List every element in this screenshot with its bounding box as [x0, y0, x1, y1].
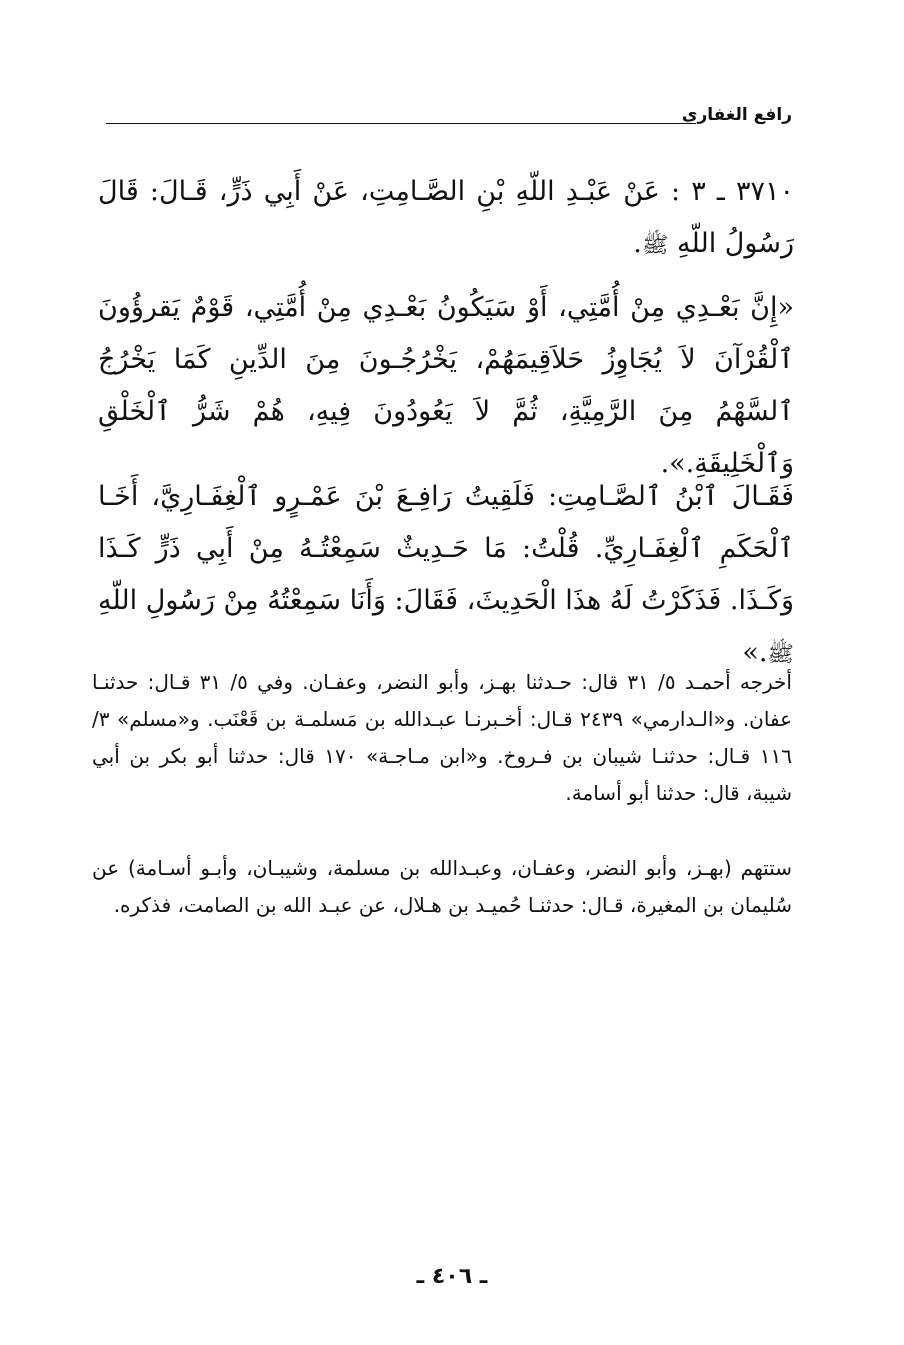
story-salla-glyph: ﷺ: [767, 642, 794, 667]
note-sanad: [92, 850, 792, 924]
story-text: فَقَـالَ ٱبْنُ ٱلصَّـامِتِ: فَلَقِيتُ رَافِـعَ بْنَ عَمْـرٍو ٱلْغِفَـارِيَّ، أَخَـا ٱلْحَكَمِ ٱلْغِفَـارِيِّ. قُلْتُ: مَا حَـدِيثٌ سَمِعْتُـهُ مِنْ أَبِي ذَرٍّ كَـذَا وَكَـذَا. فَذَكَرْتُ لَهُ هذَا الْحَدِيثَ، فَقَالَ: وَأَنَا سَمِعْتُهُ مِنْ رَسُولِ اللّهِ: [98, 481, 794, 616]
intro-end: .: [633, 228, 642, 259]
hadith-intro: [98, 166, 794, 272]
salla-glyph: ﷺ: [641, 233, 669, 258]
hadith-matn: [98, 282, 794, 490]
story-end: .»: [742, 637, 768, 668]
matn-text: «إِنَّ بَعْـدِي مِنْ أُمَّتِي، أَوْ سَيَكُونُ بَعْـدِي مِنْ أُمَّتِي، قَوْمٌ يَقرؤُونَ ٱلْقُرْآنَ لاَ يُجَاوِزُ حَلاَقِيمَهُمْ، يَخْرُجُـونَ مِنَ الدِّينِ كَمَا يَخْرُجُ ٱلسَّهْمُ مِنَ الرَّمِيَّةِ، ثُمَّ لاَ يَعُودُونَ فِيهِ، هُمْ شَرُّ ٱلْخَلْقِ وَٱلْخَلِيقَةِ.».: [98, 292, 794, 479]
note-takhrij: [92, 664, 792, 812]
hadith-chain: : عَنْ عَبْـدِ اللّهِ بْنِ الصَّـامِتِ، عَنْ أَبِي ذَرٍّ، قَـالَ: قَالَ رَسُولُ اللّهِ: [98, 176, 794, 259]
sanad-text: ستتهم (بهـز، وأبو النضر، وعفـان، وعبـدالله بن مسلمة، وشيبـان، وأبـو أسـامة) عن سُليمان بن المغيرة، قـال: حدثنـا حُميـد بن هـلال، عن عبـد الله بن الصامت، فذكره.: [92, 856, 792, 917]
takhrij-text: أخرجه أحمـد ٥/ ٣١ قال: حـدثنا بهـز، وأبو النضر، وعفـان. وفي ٥/ ٣١ قـال: حدثنـا عفان. و«الـدارمي» ٢٤٣٩ قـال: أخـبرنـا عبـدالله بن مَسلمـة بن قَعْنَب. و«مسلم» ٣/ ١١٦ قـال: حدثنـا شيبان بن فـروخ. و«ابن مـاجـة» ١٧٠ قال: حدثنا أبو بكر بن أبي شيبة، قال: حدثنا أبو أسامة.: [92, 670, 793, 805]
page-number: ـ ٤٠٦ ـ: [416, 1264, 488, 1289]
hadith-story: [98, 471, 794, 681]
running-header: [106, 104, 792, 130]
header-rule: [106, 123, 696, 124]
hadith-number: ٣٧١٠ ـ ٣: [691, 176, 794, 207]
running-title: رافع الغفاري: [681, 105, 792, 125]
